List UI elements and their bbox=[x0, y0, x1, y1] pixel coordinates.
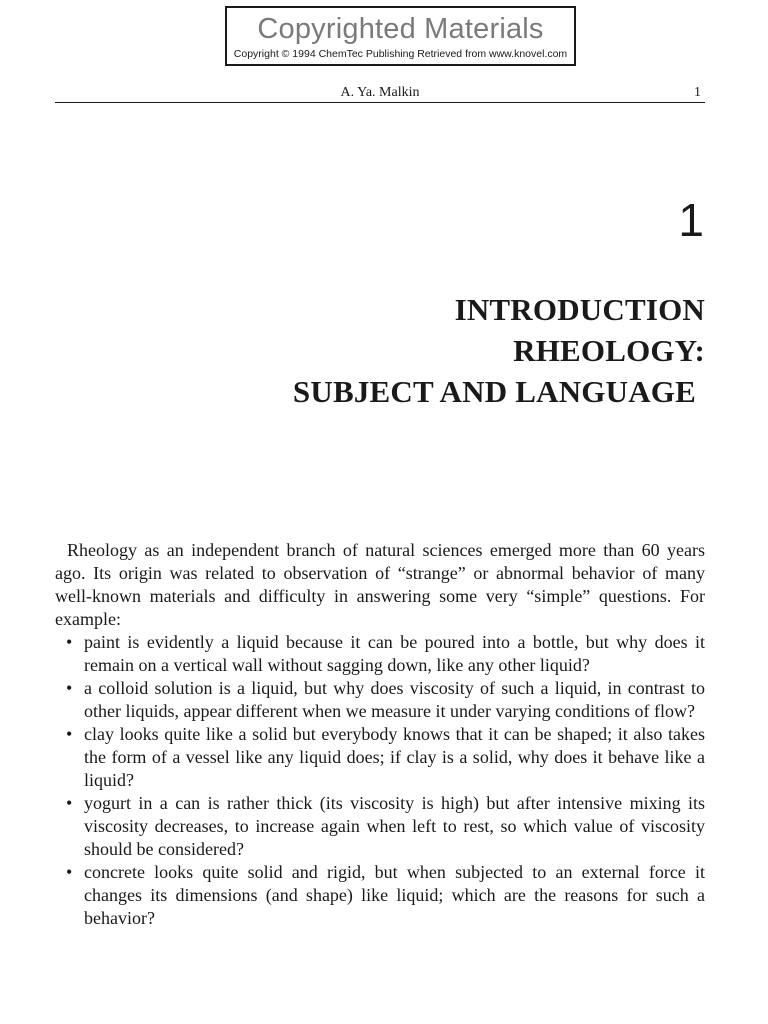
running-head-page-number: 1 bbox=[694, 85, 701, 100]
list-item-text: a colloid solution is a liquid, but why does viscosity of such a liquid, in contrast to other liquids, appear different when we measure it under varying conditions of flow? bbox=[84, 678, 705, 721]
chapter-title-line: INTRODUCTION bbox=[454, 292, 705, 327]
list-item bbox=[55, 792, 705, 861]
stamp-title: Copyrighted Materials bbox=[257, 13, 544, 45]
stamp-subtitle: Copyright © 1994 ChemTec Publishing Retrieved from www.knovel.com bbox=[233, 48, 568, 60]
chapter-number: 1 bbox=[678, 194, 704, 246]
intro-paragraph: Rheology as an independent branch of natural sciences emerged more than 60 years ago. Its origin was related to observation of “strange” or abnormal behavior of many well-known materials and difficulty in answering some very “simple” questions. For example: bbox=[55, 540, 705, 629]
bullet-icon: • bbox=[66, 678, 73, 698]
list-item-text: yogurt in a can is rather thick (its viscosity is high) but after intensive mixing its viscosity decreases, to increase again when left to rest, so which value of viscosity should be considered? bbox=[84, 793, 705, 859]
running-head bbox=[55, 84, 705, 103]
list-item bbox=[55, 861, 705, 930]
running-head-author: A. Ya. Malkin bbox=[340, 85, 420, 100]
body-text bbox=[55, 539, 705, 930]
list-item-text: concrete looks quite solid and rigid, but when subjected to an external force it changes its dimensions (and shape) like liquid; which are the reasons for such a behavior? bbox=[84, 862, 705, 928]
list-item-text: clay looks quite like a solid but everybody knows that it can be shaped; it also takes the form of a vessel like any liquid does; if clay is a solid, why does it behave like a liquid? bbox=[84, 724, 705, 790]
bullet-icon: • bbox=[66, 862, 73, 882]
list-item bbox=[55, 677, 705, 723]
bullet-icon: • bbox=[66, 793, 73, 813]
bullet-icon: • bbox=[66, 724, 73, 744]
bullet-icon: • bbox=[66, 632, 73, 652]
list-item-text: paint is evidently a liquid because it can be poured into a bottle, but why does it remain on a vertical wall without sagging down, like any other liquid? bbox=[84, 632, 705, 675]
copyright-stamp bbox=[225, 6, 576, 66]
list-item bbox=[55, 723, 705, 792]
chapter-title-line: SUBJECT AND LANGUAGE bbox=[292, 374, 696, 409]
example-list bbox=[55, 631, 705, 930]
chapter-title bbox=[145, 289, 705, 412]
list-item bbox=[55, 631, 705, 677]
chapter-title-line: RHEOLOGY: bbox=[513, 333, 705, 368]
